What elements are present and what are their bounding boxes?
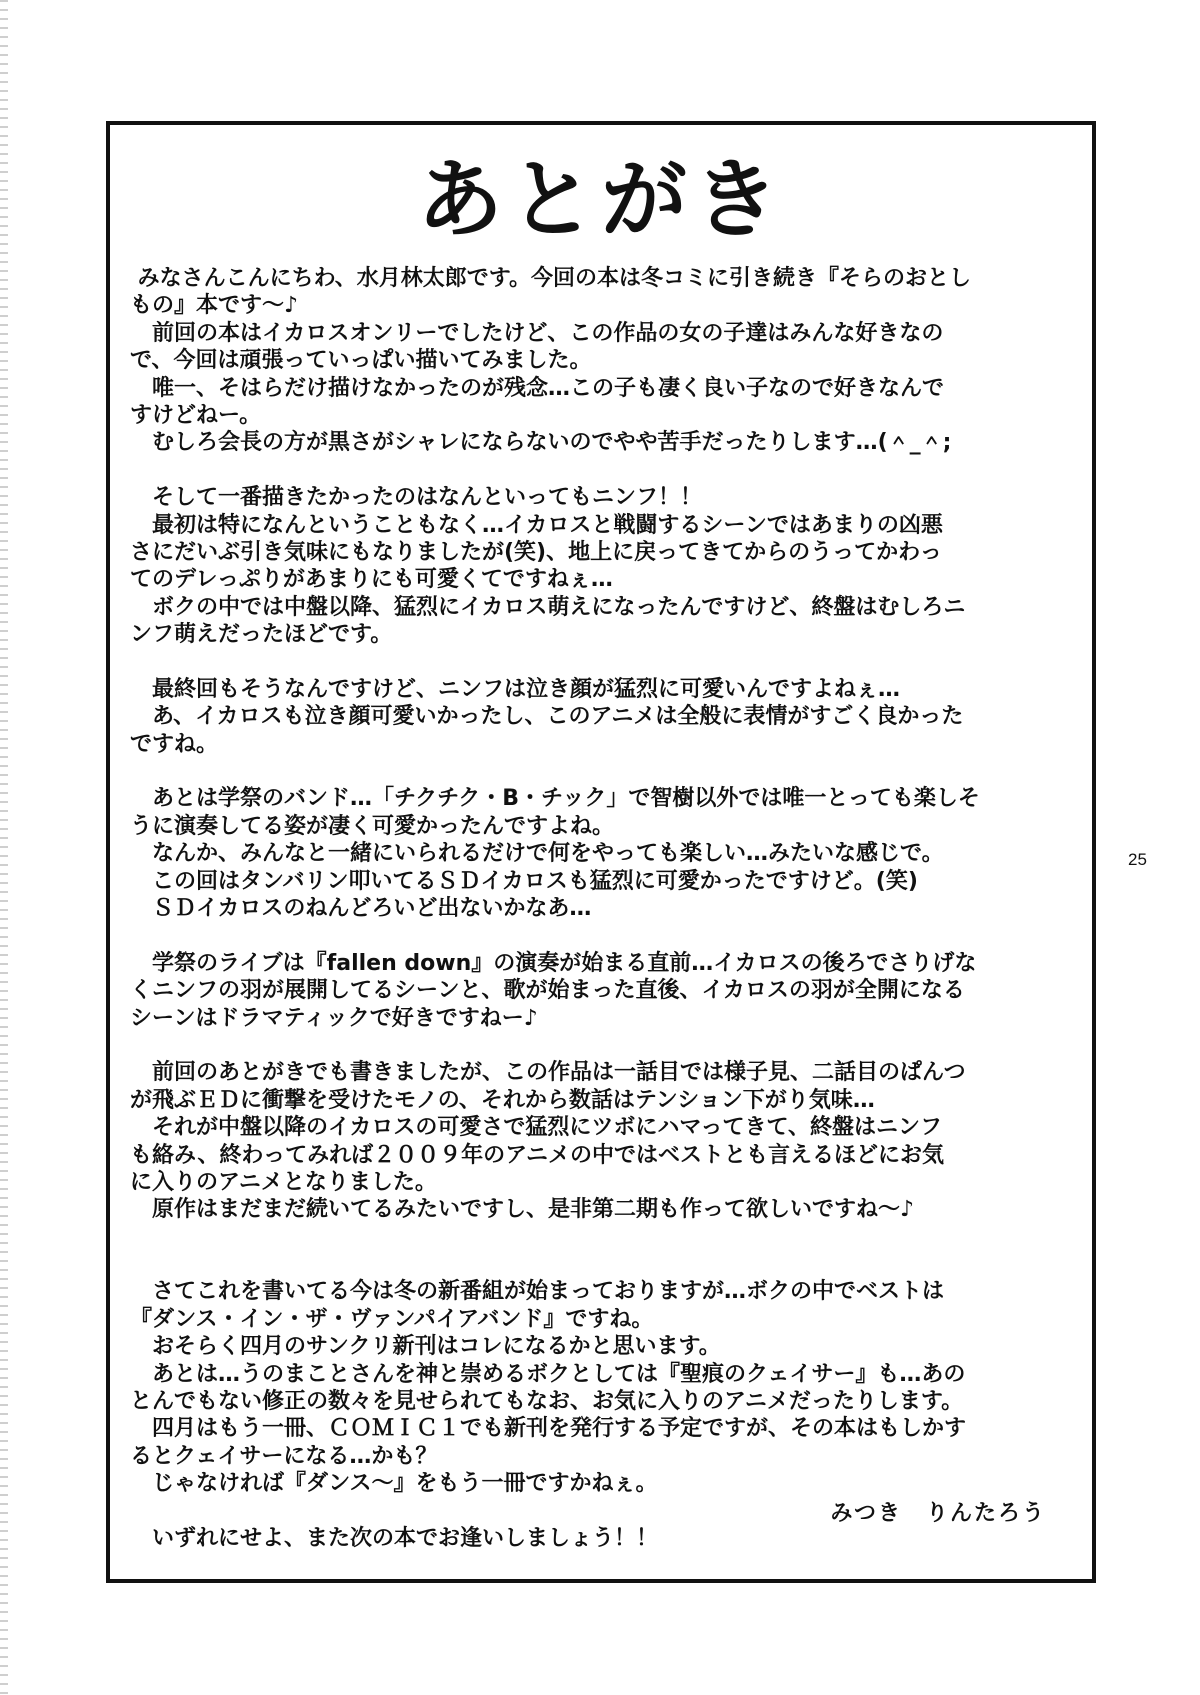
body-line: いずれにせよ、また次の本でお逢いしましょう！！ bbox=[130, 1525, 659, 1551]
body-line bbox=[130, 457, 1074, 484]
body-line: も絡み、終わってみれば２００９年のアニメの中ではベストとも言えるほどにお気 bbox=[130, 1142, 945, 1168]
page-title: あとがき bbox=[417, 150, 785, 250]
body-line: シーンはドラマティックで好きですねー♪ bbox=[130, 1005, 538, 1031]
body-line: ですね。 bbox=[130, 731, 219, 757]
body-line: それが中盤以降のイカロスの可愛さで猛烈にツボにハマってきて、終盤はニンフ bbox=[130, 1115, 943, 1141]
body-line: 『ダンス・イン・ザ・ヴァンパイアバンド』ですね。 bbox=[130, 1306, 654, 1332]
page-number: 25 bbox=[1128, 850, 1147, 869]
body-line: 前回の本はイカロスオンリーでしたけど、この作品の女の子達はみんな好きなの bbox=[130, 320, 944, 346]
body-line: るとクェイサーになる…かも？ bbox=[130, 1443, 438, 1469]
body-line: 前回のあとがきでも書きましたが、この作品は一話目では様子見、二話目のぱんつ bbox=[130, 1060, 966, 1086]
body-line: むしろ会長の方が黒さがシャレにならないのでやや苦手だったりします…(＾_＾; bbox=[130, 430, 952, 456]
afterword-body bbox=[130, 265, 1074, 1552]
body-line: 四月はもう一冊、ＣＯＭＩＣ１でも新刊を発行する予定ですが、その本はもしかす bbox=[130, 1416, 967, 1442]
body-line: もの』本です～♪ bbox=[130, 293, 299, 319]
body-line: そして一番描きたかったのはなんといってもニンフ！！ bbox=[130, 485, 703, 511]
body-line: みなさんこんにちわ、水月林太郎です。今回の本は冬コミに引き続き『そらのおとし bbox=[130, 266, 972, 291]
body-line: すけどねー。 bbox=[130, 402, 262, 428]
body-line: おそらく四月のサンクリ新刊はコレになるかと思います。 bbox=[130, 1334, 721, 1360]
page-edge-scan-marks bbox=[0, 0, 8, 1695]
body-line bbox=[130, 1251, 1074, 1278]
body-line: うに演奏してる姿が凄く可愛かったんですよね。 bbox=[130, 813, 615, 839]
body-line: ＳＤイカロスのねんどろいど出ないかなあ… bbox=[130, 895, 592, 921]
body-line: 学祭のライブは『fallen down』の演奏が始まる直前…イカロスの後ろでさりげな bbox=[130, 950, 977, 976]
body-line: なんか、みんなと一緒にいられるだけで何をやっても楽しい…みたいな感じで。 bbox=[130, 841, 944, 867]
author-signature: みつき りんたろう bbox=[830, 1501, 1046, 1526]
body-line bbox=[130, 1032, 1074, 1059]
body-line bbox=[130, 1224, 1074, 1251]
body-line: で、今回は頑張っていっぱい描いてみました。 bbox=[130, 348, 592, 374]
body-line: てのデレっぷりがあまりにも可愛くてですねぇ… bbox=[130, 567, 613, 593]
body-line: 原作はまだまだ続いてるみたいですし、是非第二期も作って欲しいですね～♪ bbox=[130, 1197, 915, 1223]
body-line bbox=[130, 758, 1074, 785]
body-line: あ、イカロスも泣き顔可愛いかったし、このアニメは全般に表情がすごく良かった bbox=[130, 704, 964, 730]
body-line: が飛ぶＥＤに衝撃を受けたモノの、それから数話はテンション下がり気味… bbox=[130, 1087, 875, 1113]
body-line: さてこれを書いてる今は冬の新番組が始まっておりますが…ボクの中でベストは bbox=[130, 1279, 945, 1305]
body-line: あとは…うのまことさんを神と崇めるボクとしては『聖痕のクェイサー』も…あの bbox=[130, 1361, 966, 1387]
body-line: あとは学祭のバンド…「チクチク・B・チック」で智樹以外では唯一とっても楽しそ bbox=[130, 786, 980, 812]
body-line: に入りのアニメとなりました。 bbox=[130, 1169, 437, 1195]
body-line: くニンフの羽が展開してるシーンと、歌が始まった直後、イカロスの羽が全開になる bbox=[130, 978, 965, 1004]
body-line: ボクの中では中盤以降、猛烈にイカロス萌えになったんですけど、終盤はむしろニ bbox=[130, 594, 966, 620]
body-line bbox=[130, 922, 1074, 949]
body-line: 唯一、そはらだけ描けなかったのが残念…この子も凄く良い子なので好きなんで bbox=[130, 375, 945, 401]
body-line: 最初は特になんということもなく…イカロスと戦闘するシーンではあまりの凶悪 bbox=[130, 512, 943, 538]
body-line: 最終回もそうなんですけど、ニンフは泣き顔が猛烈に可愛いんですよねぇ… bbox=[130, 676, 901, 702]
body-line: とんでもない修正の数々を見せられてもなお、お気に入りのアニメだったりします。 bbox=[130, 1389, 964, 1415]
body-line: ンフ萌えだったほどです。 bbox=[130, 622, 393, 648]
afterword-frame bbox=[106, 121, 1096, 1583]
body-line: この回はタンバリン叩いてるＳＤイカロスも猛烈に可愛かったですけど。(笑) bbox=[130, 868, 918, 894]
body-line bbox=[130, 648, 1074, 675]
body-line: さにだいぶ引き気味にもなりましたが(笑)、地上に戻ってきてからのうってかわっ bbox=[130, 539, 942, 565]
body-line: じゃなければ『ダンス～』をもう一冊ですかねぇ。 bbox=[130, 1471, 658, 1497]
